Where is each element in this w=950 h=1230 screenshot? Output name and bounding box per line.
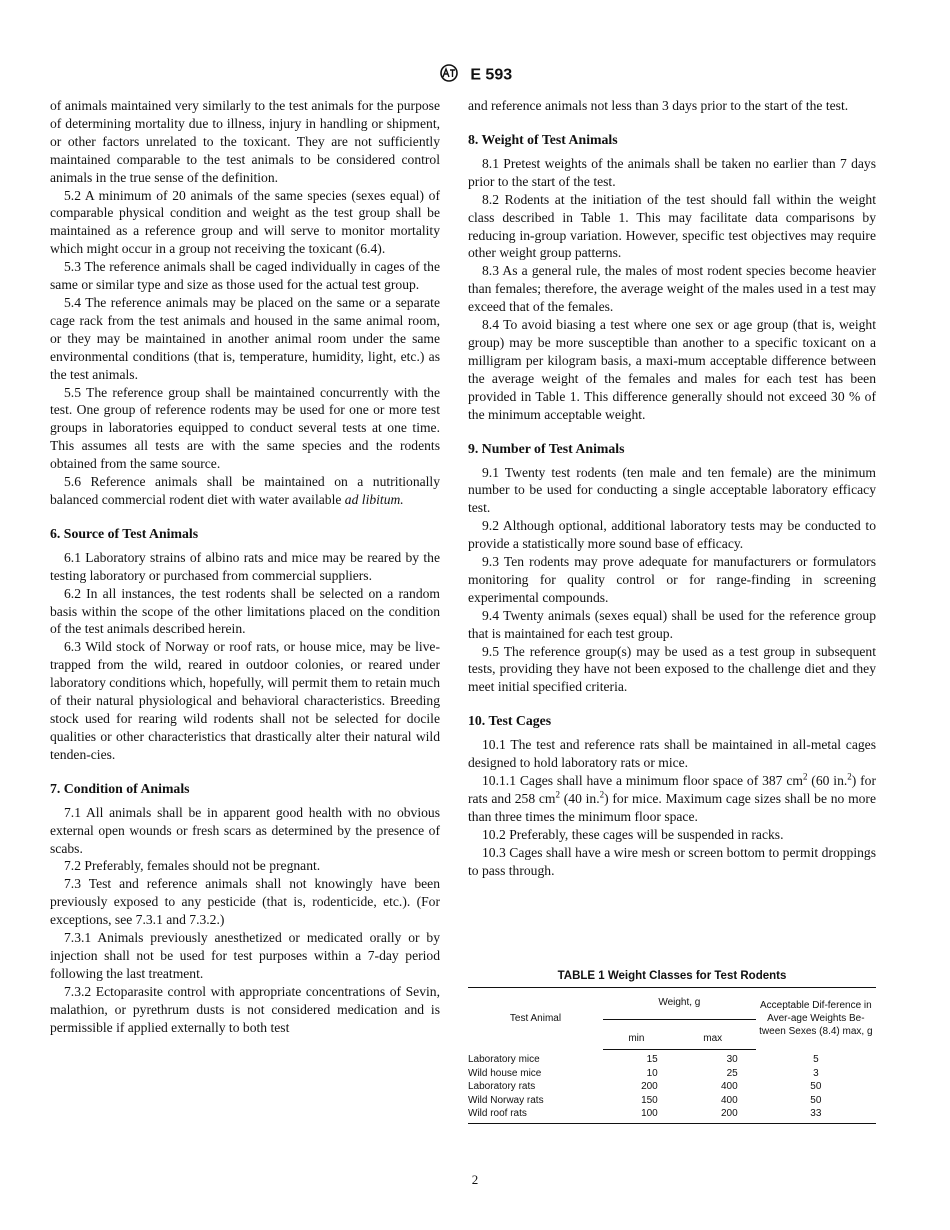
section-heading-10: 10. Test Cages bbox=[468, 713, 552, 729]
section-heading-8: 8. Weight of Test Animals bbox=[468, 131, 618, 147]
page-header bbox=[0, 64, 950, 87]
paragraph-6-1: 6.1 Laboratory strains of albino rats and mice may be reared by the testing laboratory or purchased from commercial suppliers. bbox=[50, 549, 440, 583]
standard-code: E 593 bbox=[470, 66, 513, 84]
table-title: TABLE 1 Weight Classes for Test Rodents bbox=[557, 970, 787, 982]
section-heading-6: 6. Source of Test Animals bbox=[50, 525, 199, 541]
col-acceptable-difference: Acceptable Dif-ference in Aver-age Weights Be-tween Sexes (8.4) max, g bbox=[759, 1000, 873, 1038]
ad-libitum-text: ad libitum. bbox=[344, 491, 404, 507]
paragraph-8-1: 8.1 Pretest weights of the animals shall be taken no earlier than 7 days prior to the start of the test. bbox=[468, 155, 876, 189]
section-heading-9: 9. Number of Test Animals bbox=[468, 440, 625, 456]
left-column bbox=[50, 97, 440, 1037]
table-row: Laboratory mice 15 30 5 bbox=[468, 1053, 819, 1065]
paragraph-9-5: 9.5 The reference group(s) may be used as a test group in subsequent tests, providing they have not been exposed to the challenge diet and they meet initial specified criteria. bbox=[468, 643, 876, 695]
table-row: Wild roof rats 100 200 33 bbox=[468, 1108, 822, 1120]
paragraph-8-2: 8.2 Rodents at the initiation of the test should fall within the weight class described in Table 1. This may facilitate data comparisons by reducing in-group variation. However, specific test objectives may require other weight group patterns. bbox=[468, 191, 876, 261]
paragraph-10-1: 10.1 The test and reference rats shall be maintained in all-metal cages designed to hold laboratory rats or mice. bbox=[468, 737, 876, 771]
weight-classes-table bbox=[468, 987, 876, 1124]
paragraph-6-3: 6.3 Wild stock of Norway or roof rats, or house mice, may be live-trapped from the wild, reared in outdoor colonies, or reared under laboratory conditions which, hopefully, will permit them to retain much of their natural physiological and behavioral characteristics. Breeding stock used for rearing wild rodents shall not be selected for docile qualities or other characteristics that drastically alter their natural wild tenden-cies. bbox=[50, 639, 440, 762]
paragraph-5-2: 5.2 A minimum of 20 animals of the same species (sexes equal) of comparable physical condition and weight as the test group shall be maintained as a reference group and will serve to monitor mortality which might occur in a group not receiving the toxicant (6.4). bbox=[50, 187, 440, 257]
paragraph-9-2: 9.2 Although optional, additional laboratory tests may be conducted to provide a statistically more sound base of efficacy. bbox=[468, 518, 876, 552]
paragraph: and reference animals not less than 3 days prior to the start of the test. bbox=[468, 98, 849, 113]
paragraph-9-1: 9.1 Twenty test rodents (ten male and ten female) are the minimum number to be used for conducting a single acceptable laboratory efficacy test. bbox=[468, 464, 876, 516]
paragraph-10-3: 10.3 Cages shall have a wire mesh or screen bottom to permit droppings to pass through. bbox=[468, 844, 876, 878]
col-min: min bbox=[603, 1028, 670, 1050]
right-column bbox=[468, 97, 876, 880]
table-row: Wild Norway rats 150 400 50 bbox=[468, 1094, 822, 1106]
paragraph-8-3: 8.3 As a general rule, the males of most rodent species become heavier than females; therefore, the average weight of the males used in a test may exceed that of the females. bbox=[468, 263, 876, 315]
paragraph-7-2: 7.2 Preferably, females should not be pregnant. bbox=[64, 858, 321, 874]
paragraph-5-5: 5.5 The reference group shall be maintained concurrently with the test. One group of reference rodents may be used for one or more test groups in laboratories equipped to conduct several tests at one time. This assumes all tests are with the same species and the rodents obtained from the same source. bbox=[50, 384, 440, 472]
col-max: max bbox=[670, 1028, 756, 1050]
section-heading-7: 7. Condition of Animals bbox=[50, 780, 190, 796]
paragraph-10-2: 10.2 Preferably, these cages will be suspended in racks. bbox=[482, 826, 784, 842]
paragraph-5-6: 5.6 Reference animals shall be maintained on a nutritionally balanced commercial rodent diet with water available ad libitum. bbox=[50, 474, 440, 507]
table-1 bbox=[468, 970, 876, 1124]
paragraph-7-1: 7.1 All animals shall be in apparent good health with no obvious external open wounds or fresh scars as determined by the presence of scabs. bbox=[50, 804, 440, 856]
paragraph-9-3: 9.3 Ten rodents may prove adequate for manufacturers or formulators monitoring for quality control or for range-finding in screening experimental compounds. bbox=[468, 554, 876, 605]
col-test-animal: Test Animal bbox=[509, 1013, 562, 1025]
page-number: 2 bbox=[471, 1172, 479, 1187]
paragraph-7-3-2: 7.3.2 Ectoparasite control with appropriate concentrations of Sevin, malathion, or pyrethrum dusts is not considered medication and is permissible if applied externally to both test bbox=[50, 983, 440, 1035]
paragraph-5-3: 5.3 The reference animals shall be caged individually in cages of the same or similar type and size as those used for the actual test group. bbox=[50, 259, 440, 293]
col-weight: Weight, g bbox=[603, 988, 756, 1029]
paragraph-10-1-1: 10.1.1 Cages shall have a minimum floor space of 387 $cm^2$ (60 in.$^2$) for rats and 258 $cm^2$ (40 in.$^2$) for mice. Maximum cage sizes shall be no more than three times the minimum floor space. bbox=[468, 771, 876, 824]
table-row: Laboratory rats 200 400 50 bbox=[468, 1081, 822, 1093]
paragraph-7-3: 7.3 Test and reference animals shall not knowingly have been previously exposed to any pesticide (that is, rodenticide, etc.). (For exceptions, see 7.3.1 and 7.3.2.) bbox=[50, 876, 440, 928]
paragraph: of animals maintained very similarly to the test animals for the purpose of determining mortality due to illness, injury in handling or shipment, or other factors unrelated to the toxicant. They are not sufficiently maintained comparable to the test animals to be considered control animals in the true sense of the definition. bbox=[50, 98, 440, 185]
table-row: Wild house mice 10 25 3 bbox=[468, 1067, 819, 1079]
paragraph-6-2: 6.2 In all instances, the test rodents shall be selected on a random basis within the scope of the other limitations placed on the condition of the test animals described herein. bbox=[50, 585, 440, 637]
paragraph-8-4: 8.4 To avoid biasing a test where one sex or age group (that is, weight group) may be more susceptible than another to a specific toxicant on a milligram per kilogram basis, a maxi-mum acceptable difference between the average weight of the females and males for each test has been provided in Table 1. This difference generally should not exceed 30 % of the minimum acceptable weight. bbox=[468, 317, 876, 422]
paragraph-9-4: 9.4 Twenty animals (sexes equal) shall be used for the reference group that is maintained for each test group. bbox=[468, 607, 876, 641]
paragraph-5-4: 5.4 The reference animals may be placed on the same or a separate cage rack from the test animals and housed in the same animal room, or they may be maintained in another animal room under the same environmental conditions (that is, temperature, humidity, light, etc.) as the test animals. bbox=[50, 294, 440, 382]
paragraph-7-3-1: 7.3.1 Animals previously anesthetized or medicated orally or by injection shall not be used for test purposes within a 7-day period following the last treatment. bbox=[50, 930, 440, 981]
astm-logo-icon bbox=[438, 64, 460, 87]
